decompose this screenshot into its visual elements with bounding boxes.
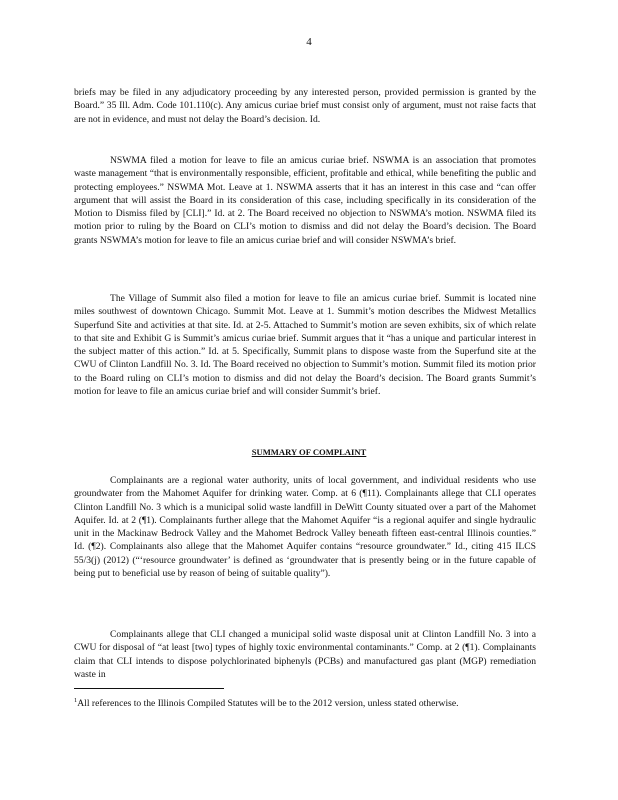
page-number: 4 [306,36,312,48]
footnote-text: All references to the Illinois Compiled Statutes will be to the 2012 version, unless stated otherwise. [77,698,459,709]
footnote [74,697,536,710]
section-heading [0,447,618,457]
paragraph-summit-motion [74,292,536,398]
footnote-divider [74,688,224,689]
paragraph-text: briefs may be filed in any adjudicatory proceeding by any interested person, provided permission is granted by the Board.” 35 Ill. Adm. Code 101.110(c). Any amicus curiae brief must consist only of argument, must not raise facts that are not in evidence, and must not delay the Board’s decision. Id. [74,87,536,125]
paragraph-text: Complainants are a regional water authority, units of local government, and individual residents who use groundwater from the Mahomet Aquifer for drinking water. Comp. at 6 (¶11). Complainants allege that CLI operates Clinton Landfill No. 3 which is a municipal solid waste landfill in DeWitt County situated over a part of the Mahomet Aquifer. Id. at 2 (¶1). Complainants further allege that the Mahomet Aquifer “is a regional aquifer and single hydraulic unit in the Mackinaw Bedrock Valley and the Mahomet Bedrock Valley beneath fifteen east-central Illinois counties.” Id. (¶2). Complainants also allege that the Mahomet Aquifer contains “resource groundwater.” Id., citing 415 ILCS 55/3(j) (2012) (“‘resource groundwater’ is defined as ‘groundwater that is presently being or in the future capable of being put to beneficial use by reason of being of suitable quality”). [74,475,536,580]
paragraph-complainants [74,474,536,580]
footnote-marker: 1 [74,696,78,704]
paragraph-nswma-motion [74,154,536,247]
paragraph-text: Complainants allege that CLI changed a municipal solid waste disposal unit at Clinton Landfill No. 3 into a CWU for disposal of “at least [two] types of highly toxic environmental contaminants.” Comp. at 2 (¶1). Complainants claim that CLI intends to dispose polychlorinated biphenyls (PCBs) and manufactured gas plant (MGP) remediation waste in [74,629,536,680]
paragraph-amicus-rule [74,86,536,126]
paragraph-text: The Village of Summit also filed a motion for leave to file an amicus curiae brief. Summit is located nine miles southwest of downtown Chicago. Summit Mot. Leave at 1. Summit’s motion describes the Midwest Metallics Superfund Site and activities at that site. Id. at 2-5. Attached to Summit’s motion are seven exhibits, six of which relate to that site and Exhibit G is Summit’s amicus curiae brief. Summit argues that it “has a unique and particular interest in the subject matter of this action.” Id. at 5. Specifically, Summit plans to dispose waste from the Superfund site at the CWU of Clinton Landfill No. 3. Id. The Board received no objection to Summit’s motion. Summit filed its motion prior to the Board ruling on CLI’s motion to dismiss and did not delay the Board’s decision. The Board grants Summit’s motion for leave to file an amicus curiae brief and will consider Summit’s brief. [74,293,536,398]
section-heading-text: SUMMARY OF COMPLAINT [251,447,367,457]
paragraph-cwu-change [74,628,536,681]
paragraph-text: NSWMA filed a motion for leave to file an amicus curiae brief. NSWMA is an association that promotes waste management “that is environmentally responsible, efficient, profitable and ethical, while benefiting the public and protecting employees.” NSWMA Mot. Leave at 1. NSWMA asserts that it has an interest in this case and “can offer argument that will assist the Board in its consideration of this case, including specifically in its consideration of the Motion to Dismiss filed by [CLI].” Id. at 2. The Board received no objection to NSWMA’s motion. NSWMA filed its motion prior to ruling by the Board on CLI’s motion to dismiss and did not delay the Board’s decision. The Board grants NSWMA’s motion for leave to file an amicus curiae brief and will consider NSWMA’s brief. [74,155,536,246]
